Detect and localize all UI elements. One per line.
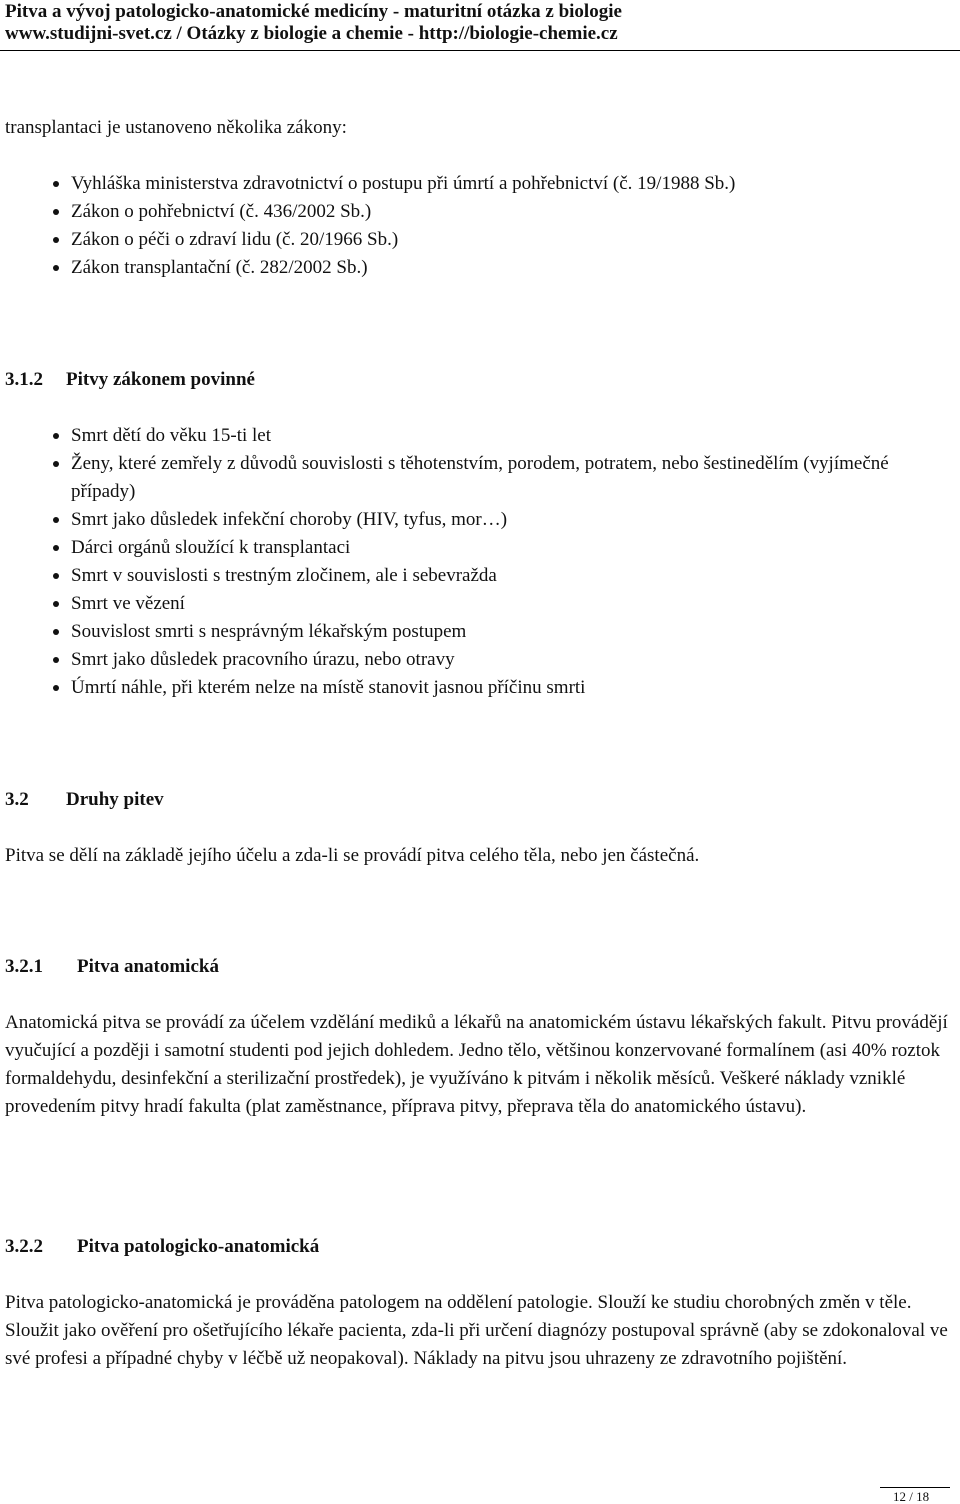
section-3-2-2-text: Pitva patologicko-anatomická je prováděna patologem na oddělení patologie. Slouží ke studiu chorobných změn v těle. Sloužit jako ověření pro ošetřujícího lékaře pacienta, zda-li při určení diagnózy postupoval správně (aby se zdokonaloval ve své profesi a případné chyby v léčbě už neopakoval). Náklady na pitvu jsou uhrazeny ze zdravotního pojištění. [5,1292,948,1369]
bullet-icon [53,265,59,271]
section-heading-3-1-2 [5,366,255,394]
section-title: Pitvy zákonem povinné [66,369,255,390]
section-3-2-1-text: Anatomická pitva se provádí za účelem vzdělání mediků a lékařů na anatomickém ústavu lékařských fakult. Pitvu provádějí vyučující a později i samotní studenti pod jejich dohledem. Jedno tělo, většinou konzervované formalínem (asi 40% roztok formaldehydu, desinfekční a sterilizační prostředek), je využíváno k pitvám i několik měsíců. Veškeré náklady vzniklé provedením pitvy hradí fakulta (plat zaměstnance, příprava pitvy, přeprava těla do anatomického ústavu). [5,1012,948,1117]
list-item: Dárci orgánů sloužící k transplantaci [5,534,950,562]
bullet-icon [53,517,59,523]
section-title: Druhy pitev [66,789,164,810]
list-item: Zákon o pohřebnictví (č. 436/2002 Sb.) [5,198,950,226]
intro-text: transplantaci je ustanoveno několika zákony: [5,117,347,138]
bullet-icon [53,629,59,635]
bullet-icon [53,657,59,663]
section-heading-3-2 [5,786,164,814]
list-item: Souvislost smrti s nesprávným lékařským postupem [5,618,950,646]
bullet-icon [53,433,59,439]
section-heading-3-2-1 [5,953,219,981]
bullet-icon [53,601,59,607]
page-number: 12 / 18 [893,1489,930,1504]
page-header [0,0,960,51]
section-number: 3.2.2 [5,1236,43,1257]
section-number: 3.1.2 [5,369,43,390]
document-title: Pitva a vývoj patologicko-anatomické medicíny - maturitní otázka z biologie [5,1,622,22]
list-item: Smrt jako důsledek infekční choroby (HIV, tyfus, mor…) [5,506,950,534]
bullet-icon [53,181,59,187]
document-source: www.studijni-svet.cz / Otázky z biologie a chemie - http://biologie-chemie.cz [5,23,618,44]
bullet-icon [53,237,59,243]
list-item: Smrt jako důsledek pracovního úrazu, nebo otravy [5,646,950,674]
bullet-icon [53,573,59,579]
bullet-icon [53,461,59,467]
laws-list [5,170,950,282]
bullet-icon [53,685,59,691]
list-item: Smrt v souvislosti s trestným zločinem, ale i sebevražda [5,562,950,590]
section-number: 3.2.1 [5,956,43,977]
section-title: Pitva anatomická [77,956,219,977]
section-heading-3-2-2 [5,1233,319,1261]
list-item: Smrt dětí do věku 15-ti let [5,422,950,450]
list-item: Vyhláška ministerstva zdravotnictví o postupu při úmrtí a pohřebnictví (č. 19/1988 Sb.) [5,170,950,198]
list-item: Zákon o péči o zdraví lidu (č. 20/1966 Sb.) [5,226,950,254]
footer-divider [880,1487,950,1488]
bullet-icon [53,545,59,551]
bullet-icon [53,209,59,215]
list-item: Zákon transplantační (č. 282/2002 Sb.) [5,254,950,282]
section-title: Pitva patologicko-anatomická [77,1236,320,1257]
mandatory-autopsy-list [5,422,950,702]
section-number: 3.2 [5,789,29,810]
list-item: Ženy, které zemřely z důvodů souvislosti s těhotenstvím, porodem, potratem, nebo šestinedělím (vyjímečné případy) [5,450,950,506]
list-item: Úmrtí náhle, při kterém nelze na místě stanovit jasnou příčinu smrti [5,674,950,702]
list-item: Smrt ve vězení [5,590,950,618]
section-3-2-text: Pitva se dělí na základě jejího účelu a zda-li se provádí pitva celého těla, nebo jen částečná. [5,845,700,866]
